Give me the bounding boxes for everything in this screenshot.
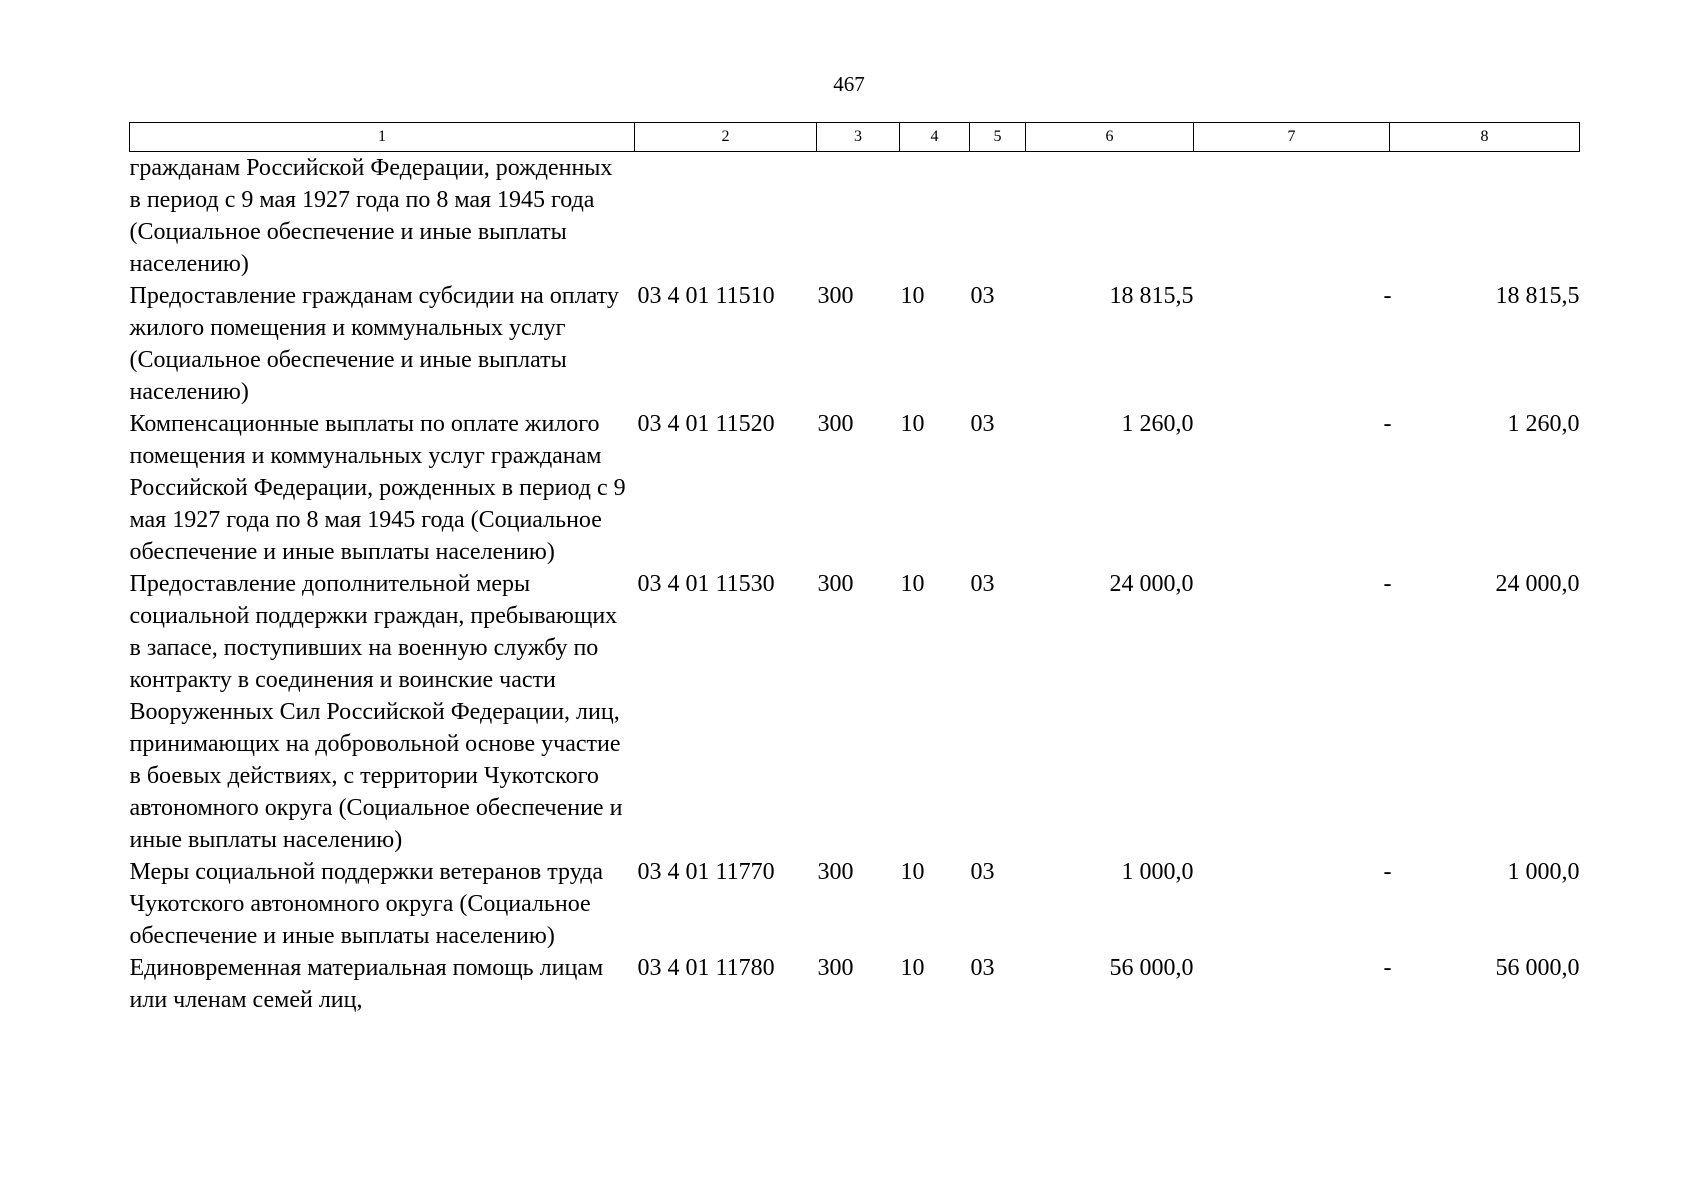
row-section: 10 [900, 411, 925, 437]
column-header: 3 [817, 123, 900, 152]
row-total [1390, 152, 1580, 281]
row-section: 10 [900, 571, 925, 597]
row-section [900, 152, 970, 281]
row-change: - [1383, 283, 1392, 309]
table-row [130, 952, 1580, 1016]
budget-table [129, 122, 1580, 1016]
table-row [130, 568, 1580, 856]
row-expense-type: 300 [817, 859, 854, 885]
row-subsection: 03 [970, 859, 995, 885]
column-header: 8 [1390, 123, 1580, 152]
column-header: 5 [970, 123, 1026, 152]
row-expense-type: 300 [817, 571, 854, 597]
row-total: 18 815,5 [1495, 283, 1580, 309]
row-change [1194, 152, 1390, 281]
row-subsection: 03 [970, 283, 995, 309]
row-sum: 56 000,0 [1109, 955, 1194, 981]
row-name: гражданам Российской Федерации, рожденных в период с 9 мая 1927 года по 8 мая 1945 года (Социальное обеспечение и иные выплаты населению) [129, 155, 613, 277]
row-section: 10 [900, 283, 925, 309]
row-code: 03 4 01 11780 [637, 955, 775, 981]
row-code: 03 4 01 11520 [637, 411, 775, 437]
row-total: 1 260,0 [1507, 411, 1580, 437]
row-code [635, 152, 817, 281]
row-expense-type: 300 [817, 955, 854, 981]
row-sum: 24 000,0 [1109, 571, 1194, 597]
row-section: 10 [900, 859, 925, 885]
column-header: 1 [130, 123, 635, 152]
table-row [130, 280, 1580, 408]
row-change: - [1383, 859, 1392, 885]
row-subsection [970, 152, 1026, 281]
page-number: 467 [833, 72, 865, 96]
row-code: 03 4 01 11510 [637, 283, 775, 309]
column-header: 6 [1026, 123, 1194, 152]
row-section: 10 [900, 955, 925, 981]
column-header: 7 [1194, 123, 1390, 152]
row-change: - [1383, 955, 1392, 981]
table-row [130, 408, 1580, 568]
row-sum [1026, 152, 1194, 281]
table-row [130, 856, 1580, 952]
row-sum: 18 815,5 [1109, 283, 1194, 309]
row-code: 03 4 01 11770 [637, 859, 775, 885]
row-name: Единовременная материальная помощь лицам или членам семей лиц, [129, 955, 604, 1013]
row-total: 56 000,0 [1495, 955, 1580, 981]
row-sum: 1 000,0 [1121, 859, 1194, 885]
column-header: 4 [900, 123, 970, 152]
row-total: 24 000,0 [1495, 571, 1580, 597]
table-row [130, 152, 1580, 281]
row-subsection: 03 [970, 411, 995, 437]
row-change: - [1383, 411, 1392, 437]
row-name: Меры социальной поддержки ветеранов труда Чукотского автономного округа (Социальное обеспечение и иные выплаты населению) [129, 859, 604, 949]
row-name: Предоставление гражданам субсидии на оплату жилого помещения и коммунальных услуг (Социальное обеспечение и иные выплаты населению) [129, 283, 619, 405]
row-name: Предоставление дополнительной меры социальной поддержки граждан, пребывающих в запасе, поступивших на военную службу по контракту в соединения и воинские части Вооруженных Сил Российской Федерации, лиц, принимающих на добровольной основе участие в боевых действиях, с территории Чукотского автономного округа (Социальное обеспечение и иные выплаты населению) [129, 571, 623, 853]
row-expense-type: 300 [817, 411, 854, 437]
row-subsection: 03 [970, 571, 995, 597]
row-subsection: 03 [970, 955, 995, 981]
row-expense-type: 300 [817, 283, 854, 309]
row-expense-type [817, 152, 900, 281]
row-name: Компенсационные выплаты по оплате жилого помещения и коммунальных услуг гражданам Российской Федерации, рожденных в период с 9 мая 1927 года по 8 мая 1945 года (Социальное обеспечение и иные выплаты населению) [129, 411, 626, 565]
row-change: - [1383, 571, 1392, 597]
table-header-row [130, 123, 1580, 152]
row-total: 1 000,0 [1507, 859, 1580, 885]
column-header: 2 [635, 123, 817, 152]
row-code: 03 4 01 11530 [637, 571, 775, 597]
row-sum: 1 260,0 [1121, 411, 1194, 437]
